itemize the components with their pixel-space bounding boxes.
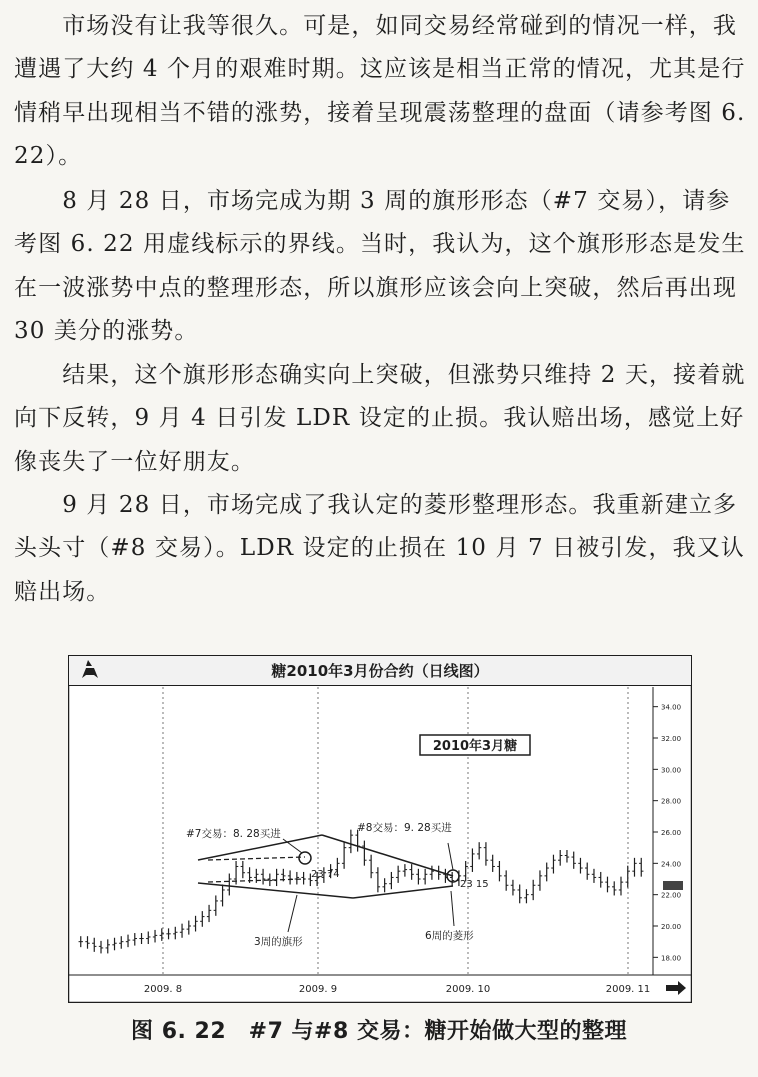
diamond-label: 6周的菱形 xyxy=(425,930,474,942)
x-tick-label: 2009. 8 xyxy=(143,984,183,995)
y-tick-label: 32.00 xyxy=(661,735,682,743)
x-tick-label: 2009. 9 xyxy=(298,984,338,995)
y-tick-label: 22.00 xyxy=(661,891,682,900)
x-tick-label: 2009. 11 xyxy=(605,984,651,995)
price-label-2374: 23 74 xyxy=(311,869,340,880)
chart-title: 糖2010年3月份合约（日线图） xyxy=(271,662,489,680)
paragraph-3: 结果，这个旗形形态确实向上突破，但涨势只维持 2 天，接着就向下反转，9 月 4 日引发 LDR 设定的止损。我认赔出场，感觉上好像丧失了一位好朋友。 xyxy=(14,362,746,475)
chart-svg xyxy=(68,655,692,1003)
price-label-2315: 23 15 xyxy=(460,879,489,890)
y-tick-label: 34.00 xyxy=(661,703,682,712)
contract-label: 2010年3月糖 xyxy=(432,739,518,754)
y-tick-label: 26.00 xyxy=(661,829,682,837)
paragraph-2: 8 月 28 日，市场完成为期 3 周的旗形形态（#7 交易），请参考图 6. 22 用虚线标示的界线。当时，我认为，这个旗形形态是发生在一波涨势中点的整理形态，所以旗形应该会向上突破，然后再出现 30 美分的涨势。 xyxy=(14,188,746,345)
y-tick-label: 20.00 xyxy=(661,923,682,931)
paragraph-1: 市场没有让我等很久。可是，如同交易经常碰到的情况一样，我遭遇了大约 4 个月的艰难时期。这应该是相当正常的情况，尤其是行情稍早出现相当不错的涨势，接着呈现震荡整理的盘面（请参考图 6. 22）。 xyxy=(14,13,746,170)
trade7-annotation: #7交易：8. 28买进 xyxy=(186,828,281,840)
y-tick-label: 28.00 xyxy=(661,797,682,806)
y-tick-label: 30.00 xyxy=(661,766,682,775)
flag-label: 3周的旗形 xyxy=(254,936,303,948)
figure-caption: 图 6. 22 #7 与#8 交易：糖开始做大型的整理 xyxy=(131,1019,627,1044)
y-tick-label: 24.00 xyxy=(661,860,682,869)
y-tick-label: 18.00 xyxy=(661,954,682,963)
last-price-marker xyxy=(663,881,683,890)
chart-figure xyxy=(68,655,692,1003)
paragraph-4: 9 月 28 日，市场完成了我认定的菱形整理形态。我重新建立多头头寸（#8 交易）。LDR 设定的止损在 10 月 7 日被引发，我又认赔出场。 xyxy=(14,492,745,605)
trade8-annotation: #8交易：9. 28买进 xyxy=(357,822,452,834)
x-tick-label: 2009. 10 xyxy=(445,984,491,995)
